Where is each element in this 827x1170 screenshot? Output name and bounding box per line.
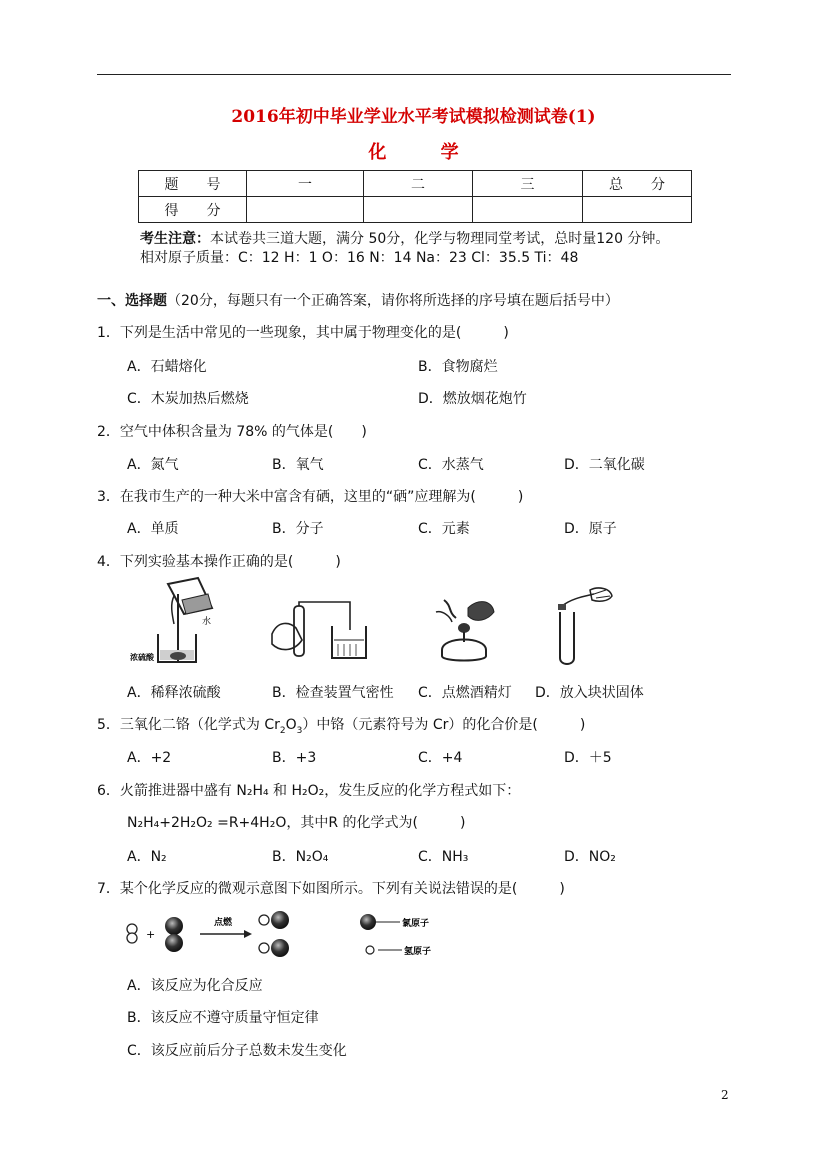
notice-label: 考生注意： xyxy=(140,231,210,247)
question-7-stem: 7．某个化学反应的微观示意图下如图所示。下列有关说法错误的是( ) xyxy=(97,881,565,897)
notice-text: 本试卷共三道大题，满分 50分，化学与物理同堂考试，总时量120 分钟。 xyxy=(210,231,670,247)
q6-option-b: B．N₂O₄ xyxy=(272,849,329,865)
cl-atom xyxy=(165,917,183,935)
reaction-diagram xyxy=(118,910,448,965)
q1-option-b: B．食物腐烂 xyxy=(418,359,498,375)
alcohol-lamp-illustration xyxy=(428,598,500,664)
atomic-masses: 相对原子质量：C：12 H：1 O：16 N：14 Na：23 Cl：35.5 Ti：48 xyxy=(140,250,579,266)
q5-subscript: 2 xyxy=(279,725,286,736)
q5-subscript: 3 xyxy=(296,725,303,736)
score-empty-cell xyxy=(364,197,473,223)
page-number: 2 xyxy=(721,1088,729,1102)
q5-option-c: C．+4 xyxy=(418,750,463,766)
legend-cl-icon xyxy=(360,914,376,930)
exam-title: 2016年初中毕业学业水平考试模拟检测试卷(1) xyxy=(231,107,596,127)
q7-option-c: C．该反应前后分子总数未发生变化 xyxy=(127,1043,347,1059)
q2-option-a: A．氮气 xyxy=(127,457,179,473)
cl-atom xyxy=(271,911,289,929)
q7-option-a: A．该反应为化合反应 xyxy=(127,978,263,994)
question-1-stem: 1．下列是生活中常见的一些现象，其中属于物理变化的是( ) xyxy=(97,325,509,341)
acid-label: 浓硫酸 xyxy=(130,653,154,662)
plus-sign: + xyxy=(146,928,156,941)
question-3-stem: 3．在我市生产的一种大米中富含有硒，这里的“硒”应理解为( ) xyxy=(97,489,524,505)
h-atom xyxy=(259,943,269,953)
q6-option-c: C．NH₃ xyxy=(418,849,469,865)
q6-option-d: D．NO₂ xyxy=(564,849,616,865)
q5-option-b: B．+3 xyxy=(272,750,317,766)
q4-option-a: A．稀释浓硫酸 xyxy=(127,685,221,701)
q6-option-a: A．N₂ xyxy=(127,849,167,865)
section-heading-bold: 一、选择题 xyxy=(97,293,167,309)
h-atom xyxy=(127,933,137,943)
q2-option-b: B．氧气 xyxy=(272,457,324,473)
score-table-score-row xyxy=(139,197,692,223)
score-cell: 一 xyxy=(247,171,364,197)
score-cell: 二 xyxy=(364,171,473,197)
q1-option-d: D．燃放烟花炮竹 xyxy=(418,391,527,407)
section-heading-rest: （20分，每题只有一个正确答案，请你将所选择的序号填在题后括号中） xyxy=(167,293,619,309)
q4-option-d: D．放入块状固体 xyxy=(535,685,644,701)
q3-option-b: B．分子 xyxy=(272,521,324,537)
q4-option-b: B．检查装置气密性 xyxy=(272,685,394,701)
score-table-header-row xyxy=(139,171,692,197)
q1-option-c: C．木炭加热后燃烧 xyxy=(127,391,249,407)
q5-stem-part: ）中铬（元素符号为 Cr）的化合价是( ) xyxy=(302,717,586,733)
arrow-label: 点燃 xyxy=(214,918,233,928)
subject-title: 化 学 xyxy=(368,142,483,163)
score-cell: 三 xyxy=(473,171,583,197)
q5-option-a: A．+2 xyxy=(127,750,172,766)
q2-option-c: C．水蒸气 xyxy=(418,457,484,473)
score-empty-cell xyxy=(583,197,692,223)
legend-h-label: 氢原子 xyxy=(404,947,432,957)
question-4-stem: 4．下列实验基本操作正确的是( ) xyxy=(97,554,341,570)
water-label: 水 xyxy=(202,617,212,627)
q6-equation: N₂H₄+2H₂O₂ =R+4H₂O，其中R 的化学式为( ) xyxy=(127,815,466,831)
q4-option-c: C．点燃酒精灯 xyxy=(418,685,512,701)
section-heading xyxy=(97,290,619,310)
score-cell: 题 号 xyxy=(139,171,247,197)
dilute-acid-illustration xyxy=(130,574,225,669)
q2-option-d: D．二氧化碳 xyxy=(564,457,645,473)
score-cell: 得 分 xyxy=(139,197,247,223)
q3-option-c: C．元素 xyxy=(418,521,470,537)
q3-option-d: D．原子 xyxy=(564,521,617,537)
q7-option-b: B．该反应不遵守质量守恒定律 xyxy=(127,1010,319,1026)
cl-atom xyxy=(165,934,183,952)
solid-tube-illustration xyxy=(550,586,616,666)
score-empty-cell xyxy=(473,197,583,223)
question-2-stem: 2．空气中体积含量为 78% 的气体是( ) xyxy=(97,424,367,440)
q5-stem-part: O xyxy=(285,717,297,733)
notice-line xyxy=(140,228,669,248)
airtightness-illustration xyxy=(268,600,368,662)
q5-stem-part: 5．三氧化二铬（化学式为 Cr xyxy=(97,717,280,733)
cl-atom xyxy=(271,939,289,957)
score-cell: 总 分 xyxy=(583,171,692,197)
score-empty-cell xyxy=(247,197,364,223)
h-atom xyxy=(259,915,269,925)
legend-cl-label: 氯原子 xyxy=(402,919,430,929)
legend-h-icon xyxy=(366,946,374,954)
question-5-stem xyxy=(97,714,585,736)
q1-option-a: A．石蜡熔化 xyxy=(127,359,207,375)
q5-option-d: D．＋5 xyxy=(564,750,612,766)
question-6-stem: 6．火箭推进器中盛有 N₂H₄ 和 H₂O₂，发生反应的化学方程式如下： xyxy=(97,783,521,799)
header-rule xyxy=(97,74,731,75)
score-table xyxy=(138,170,692,223)
q3-option-a: A．单质 xyxy=(127,521,179,537)
